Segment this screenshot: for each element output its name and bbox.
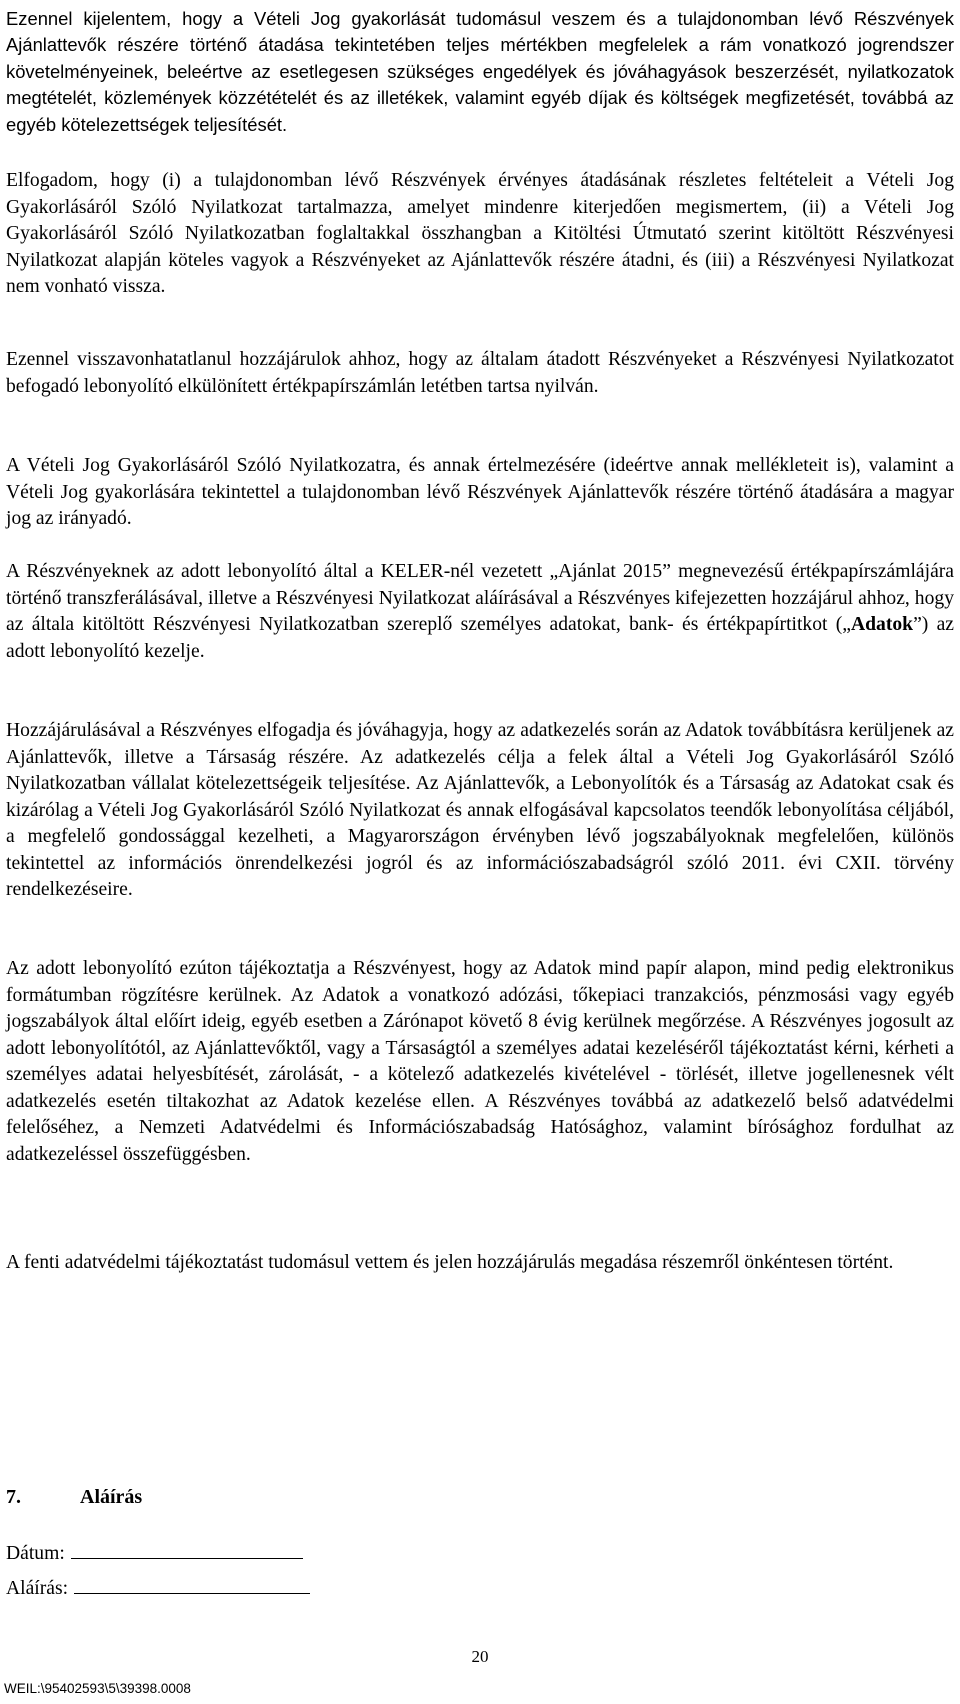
section-number: 7. (6, 1486, 21, 1508)
date-field-row (6, 1541, 303, 1567)
paragraph-text: Az adott lebonyolító ezúton tájékoztatja a Részvényest, hogy az Adatok mind papír alapon, mind pedig elektronikus formátumban rögzítésre kerülnek. Az Adatok a vonatkozó adózási, tőkepiaci tranzakciós, pénzmosási vagy egyéb jogszabályok által előírt ideig, egyéb esetben a Zárónapot követő 8 évig kerülnek megőrzése. A Részvényes jogosult az adott lebonyolítótól, az Ajánlattevőktől, vagy a Társaságtól a személyes adatai kezeléséről tájékoztatást kérni, kérheti a személyes adatai helyesbítését, zárolását, - a kötelező adatkezelés kivételével - törlését, illetve jogellenesnek vélt adatkezelés esetén tiltakozhat az Adatok kezelése ellen. A Részvényes továbbá az adatkezelő belső adatvédelmi felelőséhez, a Nemzeti Adatvédelmi és Információszabadság Hatósághoz, valamint bírósághoz fordulhat az adatkezeléssel összefüggésben. (6, 958, 954, 1165)
paragraph-data-transfer-consent (6, 559, 954, 665)
section-heading-signature (6, 1484, 142, 1510)
paragraph-text: Ezennel visszavonhatatlanul hozzájárulok ahhoz, hogy az általam átadott Részvényeket a Részvényesi Nyilatkozatot befogadó lebonyolító elkülönített értékpapírszámlán letétben tartsa nyilván. (6, 349, 954, 397)
signature-field-row (6, 1576, 310, 1602)
paragraph-data-retention (6, 956, 954, 1168)
paragraph-data-processing (6, 718, 954, 904)
paragraph-privacy-acknowledgement (6, 1250, 954, 1277)
signature-blank-line[interactable] (74, 1592, 310, 1594)
date-blank-line[interactable] (71, 1557, 303, 1559)
paragraph-acceptance-terms (6, 168, 954, 301)
paragraph-text: Elfogadom, hogy (i) a tulajdonomban lévő Részvények érvényes átadásának részletes feltételeit a Vételi Jog Gyakorlásáról Szóló Nyilatkozat tartalmazza, amelyet mindenre kiterjedően megismertem, (ii) a Vételi Jog Gyakorlásáról Szóló Nyilatkozatban foglaltakkal összhangban a Kitöltési Útmutató szerint kitöltött Részvényesi Nyilatkozat alapján köteles vagyok a Részvényeket az Ajánlattevők részére átadni, és (iii) a Részvényesi Nyilatkozat nem vonható vissza. (6, 170, 954, 297)
paragraph-text: A Vételi Jog Gyakorlásáról Szóló Nyilatkozatra, és annak értelmezésére (ideértve annak mellékleteit is), valamint a Vételi Jog gyakorlására tekintettel a tulajdonomban lévő Részvények Ajánlattevők részére történő átadására a magyar jog az irányadó. (6, 455, 954, 529)
page-number: 20 (471, 1647, 489, 1666)
paragraph-text: Ezennel kijelentem, hogy a Vételi Jog gyakorlását tudomásul veszem és a tulajdonomban lévő Részvények Ajánlattevők részére történő átadása tekintetében teljes mértékben megfelelek a rám vonatkozó jogrendszer követelményeinek, beleértve az esetlegesen szükséges engedélyek és jóváhagyások beszerzését, nyilatkozatok megtételét, közlemények közzétételét és az illetékek, valamint egyéb díjak és költségek megfizetését, továbbá az egyéb kötelezettségek teljesítését. (6, 8, 954, 135)
defined-term-adatok: Adatok (850, 614, 914, 635)
document-id-footer: WEIL:\95402593\5\39398.0008 (4, 1681, 191, 1696)
date-label: Dátum: (6, 1543, 65, 1564)
paragraph-governing-law (6, 453, 954, 533)
paragraph-irrevocable-consent (6, 347, 954, 400)
signature-label: Aláírás: (6, 1578, 69, 1599)
paragraph-text: A fenti adatvédelmi tájékoztatást tudomásul vettem és jelen hozzájárulás megadása részemről önkéntesen történt. (6, 1252, 894, 1273)
paragraph-text-after: ”) az adott lebonyolító kezelje. (6, 614, 954, 662)
paragraph-compliance-declaration (6, 6, 954, 138)
paragraph-text-before: A Részvényeknek az adott lebonyolító által a KELER-nél vezetett „Ajánlat 2015” megnevezésű értékpapírszámlájára történő transzferálásával, illetve a Részvényesi Nyilatkozat aláírásával a Részvényes kifejezetten hozzájárul ahhoz, hogy az általa kitöltött Részvényesi Nyilatkozatban szereplő személyes adatokat, bank- és értékpapírtitkot („ (6, 561, 954, 635)
paragraph-text: Hozzájárulásával a Részvényes elfogadja és jóváhagyja, hogy az adatkezelés során az Adatok továbbításra kerüljenek az Ajánlattevők, illetve a Társaság részére. Az adatkezelés célja a felek által a Vételi Jog Gyakorlásáról Szóló Nyilatkozatban vállalat kötelezettségeik teljesítése. Az Ajánlattevők, a Lebonyolítók és a Társaság az Adatokat csak és kizárólag a Vételi Jog Gyakorlásáról Szóló Nyilatkozat és annak elfogásával kapcsolatos teendők lebonyolítása céljából, a megfelelő gondossággal kezelheti, a Magyarországon érvényben lévő jogszabályoknak megfelelően, különös tekintettel az információs önrendelkezési jogról és az információszabadságról szóló 2011. évi CXII. törvény rendelkezéseire. (6, 720, 954, 900)
section-title: Aláírás (80, 1486, 143, 1508)
